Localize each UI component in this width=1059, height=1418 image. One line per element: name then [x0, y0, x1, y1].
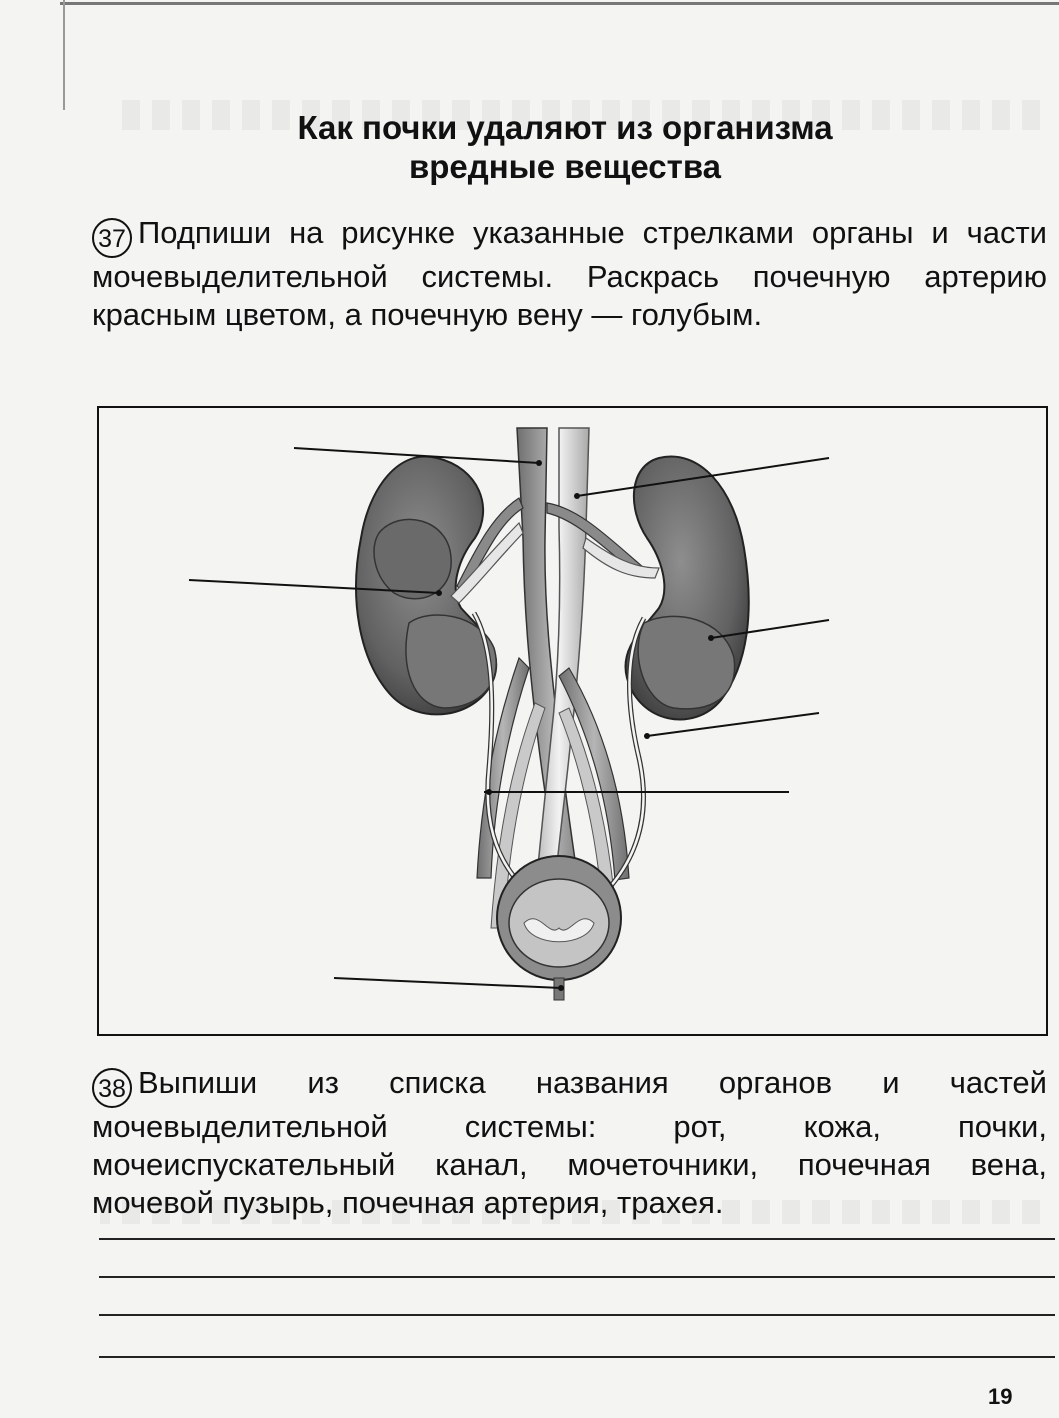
task-38-text: Выпиши из списка названия органов и частей мочевыделительной системы: рот, кожа, почки, мочеиспускательный канал, мочеточники, почечная вена, мочевой пузырь, почечная артерия, трахея.	[92, 1065, 1047, 1220]
pointer-dot	[574, 493, 580, 499]
page-edge	[63, 0, 65, 110]
title-line-1: Как почки удаляют из организма	[297, 109, 833, 146]
page-number: 19	[988, 1384, 1013, 1409]
page-title	[150, 108, 980, 186]
pointer-dot	[436, 590, 442, 596]
task-37	[92, 214, 1047, 334]
urinary-system-illustration	[99, 408, 1046, 1034]
page-edge	[60, 2, 1059, 5]
answer-line[interactable]	[99, 1276, 1055, 1278]
pointer-dot	[536, 460, 542, 466]
pointer-line	[334, 978, 561, 988]
answer-line[interactable]	[99, 1356, 1055, 1358]
pointer-dot	[486, 789, 492, 795]
answer-line[interactable]	[99, 1238, 1055, 1240]
task-number-badge: 38	[92, 1068, 132, 1108]
task-38	[92, 1064, 1047, 1222]
pointer-dot	[708, 635, 714, 641]
pointer-dot	[644, 733, 650, 739]
pointer-dot	[558, 985, 564, 991]
task-37-text: Подпиши на рисунке указанные стрелками органы и части мочевыделительной системы. Раскрась почечную артерию красным цветом, а почечную вену — голубым.	[92, 215, 1047, 332]
title-line-2: вредные вещества	[408, 148, 722, 185]
task-number-badge: 37	[92, 218, 132, 258]
answer-line[interactable]	[99, 1314, 1055, 1316]
urinary-system-figure	[97, 406, 1048, 1036]
